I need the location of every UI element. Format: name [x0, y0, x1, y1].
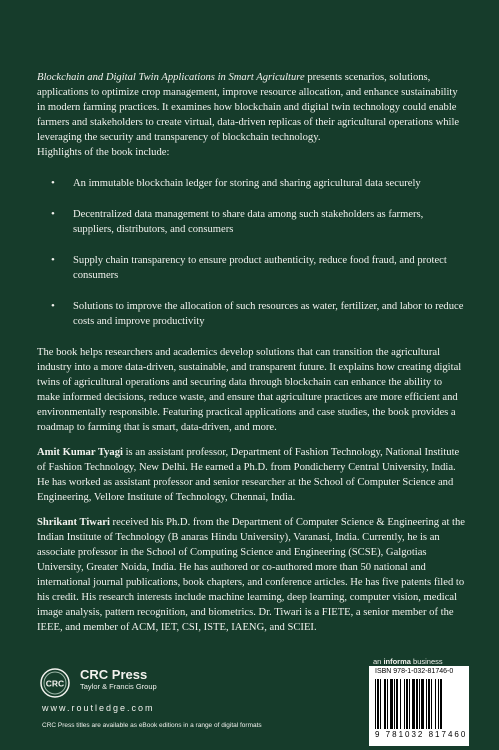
bullet-icon: • — [51, 208, 55, 220]
main-text — [37, 70, 465, 645]
barcode-bar — [416, 679, 418, 729]
bullet-icon: • — [51, 300, 55, 312]
barcode-bar — [409, 679, 410, 729]
crc-logo-icon — [40, 668, 70, 698]
barcode-bar — [375, 679, 376, 729]
publisher-name: CRC Press — [80, 667, 148, 682]
author-name: Amit Kumar Tyagi — [37, 447, 123, 458]
highlights-label: Highlights of the book include: — [37, 147, 170, 158]
barcode-bar — [394, 679, 395, 729]
barcode-bars — [375, 679, 463, 729]
bullet-icon: • — [51, 177, 55, 189]
intro-paragraph — [37, 70, 465, 145]
list-item: • Solutions to improve the allocation of such resources as water, fertilizer, and labor to reduce costs and improve productivity — [51, 300, 464, 327]
barcode-bar — [426, 679, 427, 729]
barcode-bar — [377, 679, 379, 729]
intro-text: presents scenarios, solutions, applications to optimize crop management, improve resource allocation, and enhance sustainability in modern farming practices. It examines how blockchain and digital twin technology could enable farmers and stakeholders to create virtual, data-driven replicas of their agricultural operations while leveraging the security and transparency of blockchain technology. — [37, 72, 460, 143]
informa-tagline: an informa business — [373, 657, 443, 666]
svg-text:CRC: CRC — [45, 678, 65, 689]
barcode-bar — [406, 679, 408, 729]
book-title: Blockchain and Digital Twin Applications in Smart Agriculture — [37, 72, 305, 83]
barcode-bar — [400, 679, 401, 729]
barcode-bar — [396, 679, 398, 729]
list-item: • Supply chain transparency to ensure product authenticity, reduce food fraud, and protect consumers — [51, 254, 447, 281]
cover-footer — [0, 657, 499, 750]
barcode-bar — [419, 679, 420, 729]
barcode-bar — [404, 679, 405, 729]
highlights-list — [37, 176, 465, 329]
summary-paragraph: The book helps researchers and academics develop solutions that can transition the agricultural industry into a more data-driven, sustainable, and transparent future. It explains how creating digital twins of agricultural operations and securing data through blockchain can enhance the ability to make informed decisions, reduce waste, and ensure that agriculture practices are more efficient and environmentally responsible. Featuring practical applications and case studies, the book provides a roadmap to farming that is smart, data-driven, and more. — [37, 347, 462, 433]
barcode-bar — [431, 679, 432, 729]
barcode-bar — [435, 679, 436, 729]
barcode-bar — [387, 679, 388, 729]
ebook-note: CRC Press titles are available as eBook editions in a range of digital formats — [42, 722, 262, 729]
barcode-digits: 9 781032 817460 — [375, 730, 468, 739]
barcode-bar — [428, 679, 430, 729]
author-bio-tyagi: Amit Kumar Tyagi is an assistant professor, Department of Fashion Technology, National Institute of Fashion Technology, New Delhi. He earned a Ph.D. from Pondicherry Central University, India. He has worked as assistant professor and senior researcher at the School of Computer Science and Engineering, Vellore Institute of Technology, Chennai, India. — [37, 447, 460, 503]
list-item: • An immutable blockchain ledger for storing and sharing agricultural data securely — [51, 177, 421, 189]
list-item: • Decentralized data management to share data among such stakeholders as farmers, suppliers, distributors, and consumers — [51, 208, 424, 235]
barcode-bar — [390, 679, 393, 729]
barcode-bar — [421, 679, 424, 729]
barcode — [369, 666, 469, 746]
author-name: Shrikant Tiwari — [37, 517, 110, 528]
barcode-bar — [380, 679, 381, 729]
author-bio-tiwari: Shrikant Tiwari received his Ph.D. from the Department of Computer Science & Engineering at the Indian Institute of Technology (B anaras Hindu University), Varanasi, India. Currently, he is an associate professor in the School of Computing Science and Engineering (SCSE), Galgotias University, Greater Noida, India. He has authored or co-authored more than 50 national and international journal publications, book chapters, and conference articles. He has five patents filed to his credit. His research interests include machine learning, deep learning, computer vision, medical image analysis, pattern recognition, and biometrics. Dr. Tiwari is a FIETE, a senior member of the IEEE, and member of ACM, IET, CSI, ISTE, IAENG, and SCIEI. — [37, 517, 465, 633]
publisher-block — [80, 668, 157, 692]
publisher-url[interactable]: www.routledge.com — [42, 703, 155, 713]
publisher-group: Taylor & Francis Group — [80, 682, 157, 691]
barcode-bar — [412, 679, 415, 729]
barcode-bar — [384, 679, 386, 729]
bullet-icon: • — [51, 254, 55, 266]
barcode-bar — [440, 679, 442, 729]
isbn-label: ISBN 978-1-032-81746-0 — [375, 668, 454, 675]
barcode-bar — [438, 679, 439, 729]
